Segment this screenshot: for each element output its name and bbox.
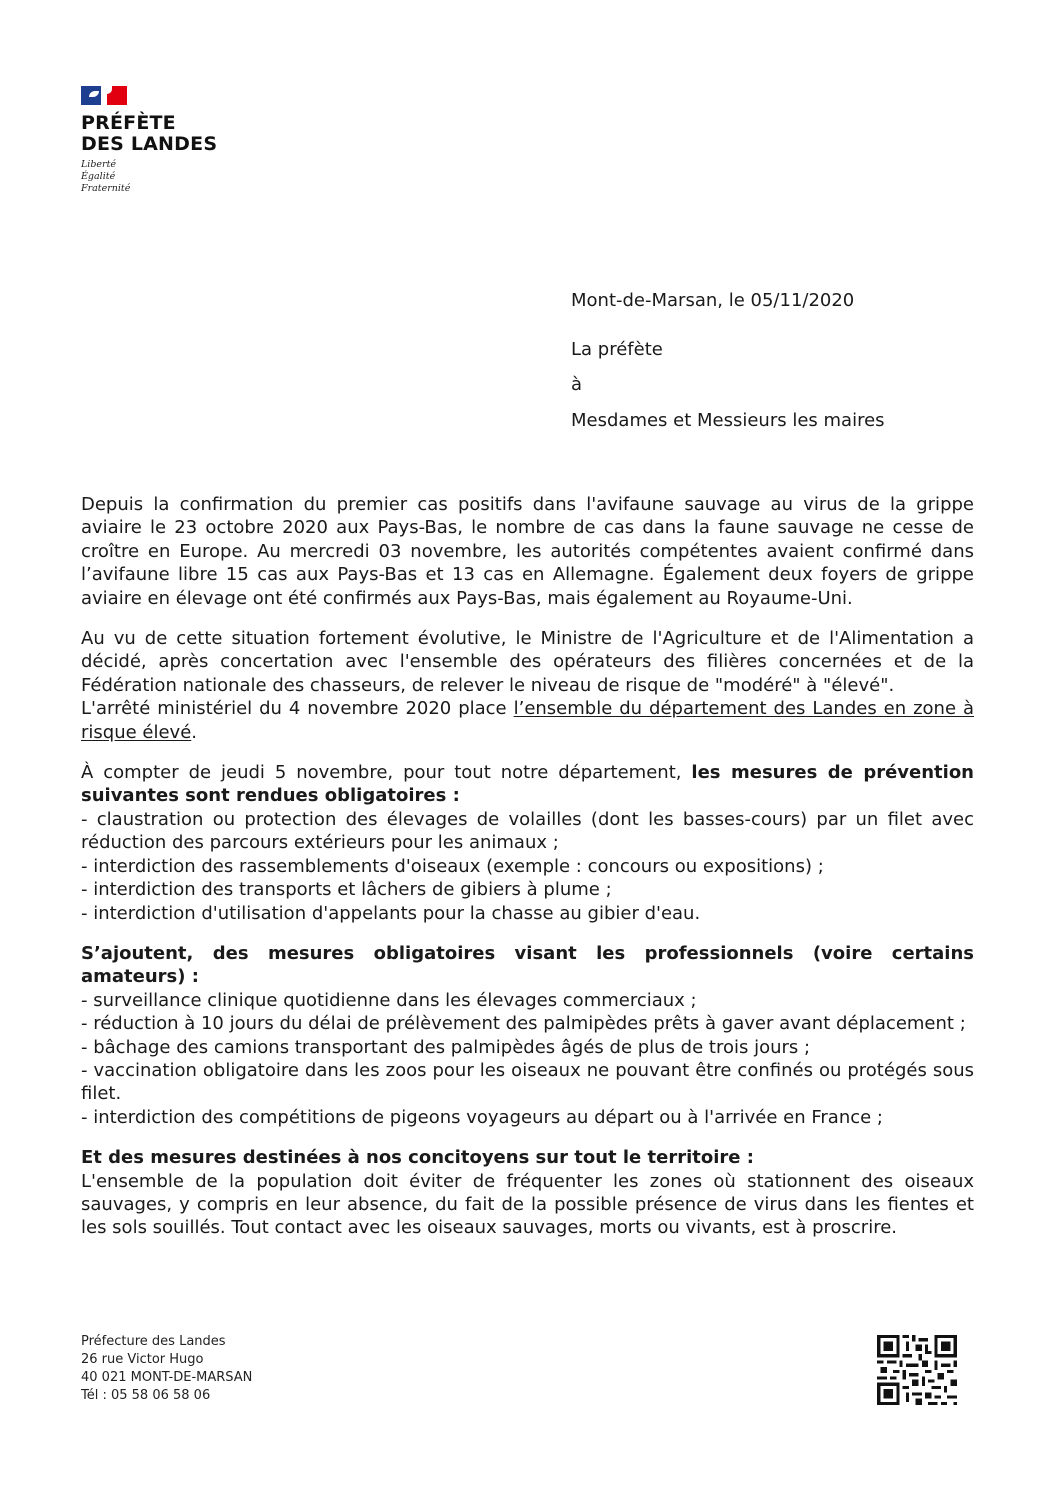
list-item: - réduction à 10 jours du délai de prélèvement des palmipèdes prêts à gaver avant déplacement ;: [81, 1013, 966, 1035]
arrete-underlined-zone: l’ensemble du département des Landes en zone à risque élevé: [81, 698, 974, 743]
recipient: Mesdames et Messieurs les maires: [571, 410, 885, 431]
arrete-text-start: L'arrêté ministériel du 4 novembre 2020 place: [81, 698, 514, 720]
paragraph-arrete: [81, 697, 974, 744]
list-item: - vaccination obligatoire dans les zoos pour les oiseaux ne pouvant être confinés ou protégés sous filet.: [81, 1059, 974, 1105]
place-date: Mont-de-Marsan, le 05/11/2020: [571, 290, 855, 311]
sender: La préfète: [571, 339, 663, 360]
letter-body: [81, 493, 974, 1240]
list-item: - interdiction d'utilisation d'appelants pour la chasse au gibier d'eau.: [81, 902, 701, 924]
prefecture-line-1: PRÉFÈTE: [81, 112, 176, 134]
list-item: - claustration ou protection des élevages de volailles (dont les basses-cours) par un filet avec réduction des parcours extérieurs pour les animaux ;: [81, 808, 974, 854]
motto-egalite: Égalité: [81, 171, 116, 182]
section-heading-professionnels: S’ajoutent, des mesures obligatoires visant les professionnels (voire certains amateurs) :: [81, 942, 974, 988]
motto-liberte: Liberté: [81, 159, 117, 170]
to-word: à: [571, 374, 583, 395]
list-item: - interdiction des transports et lâchers de gibiers à plume ;: [81, 879, 612, 901]
footer-line: 26 rue Victor Hugo: [81, 1352, 204, 1367]
list-item: - surveillance clinique quotidienne dans les élevages commerciaux ;: [81, 989, 697, 1011]
republic-motto: [81, 159, 217, 195]
qr-code-icon: [877, 1335, 957, 1405]
footer-line: Tél : 05 58 06 58 06: [81, 1388, 211, 1403]
footer-line: Préfecture des Landes: [81, 1334, 226, 1349]
paragraph-population: L'ensemble de la population doit éviter de fréquenter les zones où stationnent des oiseaux sauvages, y compris en leur absence, du fait de la possible présence de virus dans les fientes et les sols souillés. Tout contact avec les oiseaux sauvages, morts ou vivants, est à proscrire.: [81, 1170, 974, 1239]
marianne-logo: [81, 86, 217, 195]
prefecture-line-2: DES LANDES: [81, 133, 218, 155]
footer-line: 40 021 MONT-DE-MARSAN: [81, 1370, 253, 1385]
prevention-intro-bold: les mesures de prévention suivantes sont rendues obligatoires :: [81, 762, 975, 807]
paragraph-context: Depuis la confirmation du premier cas positifs dans l'avifaune sauvage au virus de la grippe aviaire le 23 octobre 2020 aux Pays-Bas, le nombre de cas dans la faune sauvage ne cesse de croître en Europe. Au mercredi 03 novembre, les autorités compétentes avaient confirmé dans l’avifaune libre 15 cas aux Pays-Bas et 13 cas en Allemagne. Également deux foyers de grippe aviaire en élevage ont été confirmés aux Pays-Bas, mais également au Royaume-Uni.: [81, 494, 974, 609]
paragraph-prevention-intro: [81, 761, 974, 808]
list-item: - interdiction des rassemblements d'oiseaux (exemple : concours ou expositions) ;: [81, 855, 824, 877]
arrete-text-end: .: [191, 721, 198, 743]
list-item: - interdiction des compétitions de pigeons voyageurs au départ ou à l'arrivée en France ;: [81, 1106, 883, 1128]
marianne-flag-icon: [81, 86, 217, 105]
section-heading-concitoyens: Et des mesures destinées à nos concitoyens sur tout le territoire :: [81, 1147, 754, 1169]
footer-address: [81, 1333, 252, 1405]
prevention-intro-text: À compter de jeudi 5 novembre, pour tout notre département,: [81, 762, 692, 784]
paragraph-decision: Au vu de cette situation fortement évolutive, le Ministre de l'Agriculture et de l'Alimentation a décidé, après concertation avec l'ensemble des opérateurs des filières concernées et de la Fédération nationale des chasseurs, de relever le niveau de risque de "modéré" à "élevé".: [81, 628, 974, 696]
motto-fraternite: Fraternité: [81, 183, 131, 194]
list-item: - bâchage des camions transportant des palmipèdes âgés de plus de trois jours ;: [81, 1036, 811, 1058]
prefecture-name: [81, 113, 217, 155]
